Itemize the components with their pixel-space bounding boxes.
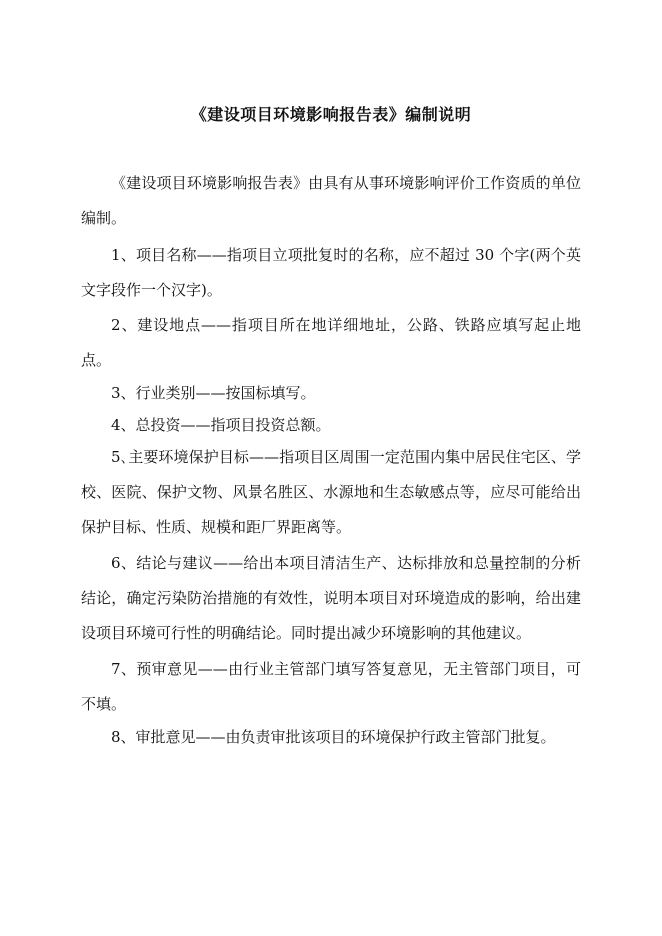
instruction-text: 3、行业类别——按国标填写。 (111, 384, 316, 402)
instruction-item-7 (81, 652, 581, 722)
instruction-text: 2、建设地点——指项目所在地详细地址，公路、铁路应填写起止地点。 (81, 316, 581, 369)
instruction-item-1 (81, 238, 581, 308)
instruction-item-4 (81, 408, 581, 443)
instruction-text: 1、项目名称——指项目立项批复时的名称，应不超过 30 个字(两个英文字段作一个汉字)。 (81, 246, 581, 299)
instruction-text: 8、审批意见——由负责审批该项目的环境保护行政主管部门批复。 (111, 728, 556, 746)
intro-text: 《建设项目环境影响报告表》由具有从事环境影响评价工作资质的单位编制。 (81, 174, 581, 227)
document-title: 《建设项目环境影响报告表》编制说明 (190, 105, 472, 124)
instruction-item-8 (81, 720, 581, 755)
instruction-text: 5､主要环境保护目标——指项目区周围一定范围内集中居民住宅区、学校、医院、保护文物、风景名胜区、水源地和生态敏感点等，应尽可能给出保护目标、性质、规模和距厂界距离等。 (81, 448, 581, 536)
instruction-item-5 (81, 440, 581, 545)
instruction-item-2 (81, 308, 581, 378)
instruction-item-6 (81, 546, 581, 651)
intro-paragraph (81, 166, 581, 236)
instruction-text: 4、总投资——指项目投资总额。 (111, 416, 331, 434)
instruction-item-3 (81, 376, 581, 411)
instruction-text: 6、结论与建议——给出本项目清洁生产、达标排放和总量控制的分析结论，确定污染防治措施的有效性，说明本项目对环境造成的影响，给出建设项目环境可行性的明确结论。同时提出减少环境影响的其他建议。 (81, 554, 581, 642)
instruction-text: 7、预审意见——由行业主管部门填写答复意见，无主管部门项目，可不填。 (81, 660, 581, 713)
